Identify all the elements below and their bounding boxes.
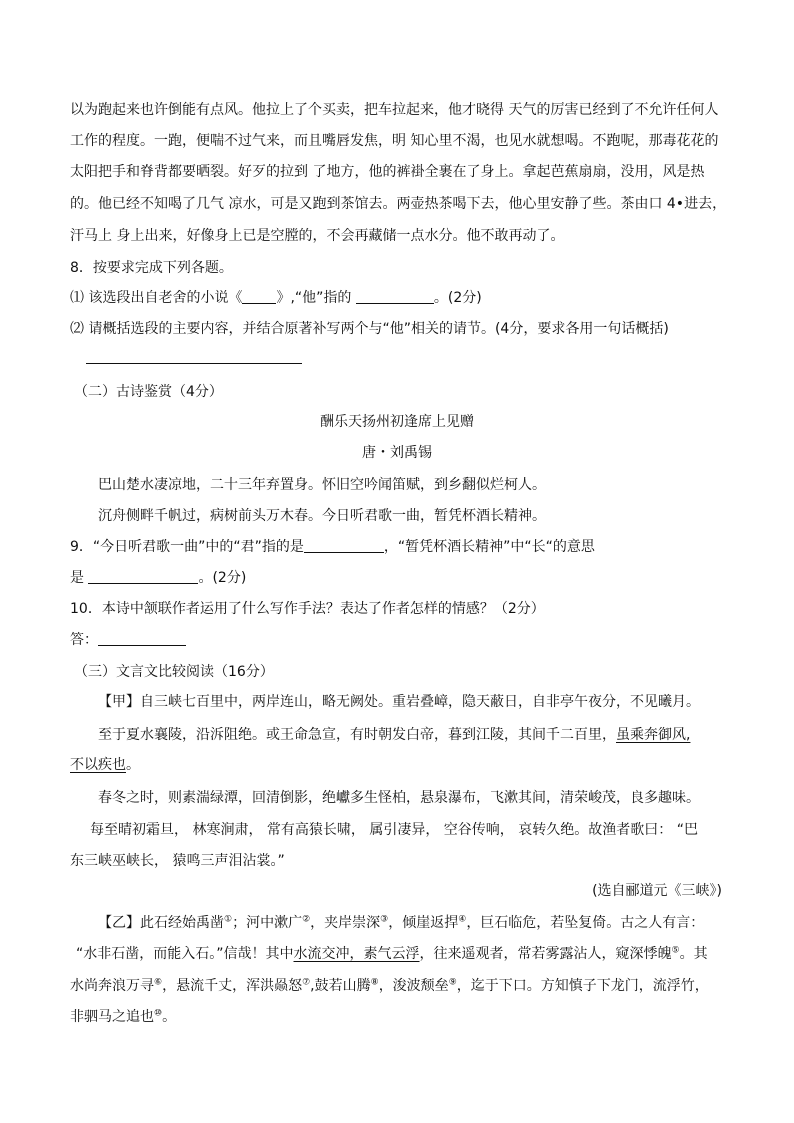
footnote-marker: ④ [458,914,467,925]
footnote-marker: ⑧ [370,977,379,988]
yi-text: “水非石凿，而能入石。”信哉！其中 [76,946,294,962]
yi-underlined: 水流交冲，素气云浮 [293,946,420,962]
passage-line-1: 以为跑起来也许倒能有点风。他拉上了个买卖，把车拉起来，他才晓得 天气的厉害已经到了不允许任何人 [70,102,719,118]
passage-line-5: 汗马上 身上出来，好像身上已是空膛的，不会再藏储一点水分。他不敢再动了。 [70,228,565,244]
q9-text-b: ，“暂凭杯酒长精神”中“长“的意思 [383,539,595,555]
poem-author: 唐・刘禹锡 [362,445,432,461]
yi-text: ，迄于下口。方知慎子下龙门，流浮竹， [456,978,709,994]
q9-text-c: 是 [70,570,89,586]
yi-text: 非驷马之追也 [70,1009,154,1025]
jia-source: (选自郦道元《三峡》) [592,883,722,899]
jun-refers-blank[interactable] [304,537,384,553]
footnote-marker: ③ [380,914,389,925]
yi-text: ，夹岸崇深 [310,915,381,931]
q8-sub1-text-c: 。(2分) [433,290,482,306]
q10-answer-blank[interactable] [98,630,186,646]
footnote-marker: ⑩ [154,1008,163,1019]
yi-text: ，往来遥观者，常若雾露沾人，窥深悸魄 [419,946,672,962]
q8-answer-line[interactable] [86,363,302,364]
yi-text: 【乙】此石经始禹凿 [98,915,224,931]
zhang-meaning-blank[interactable] [88,568,198,584]
he-refers-blank[interactable] [356,288,434,304]
jia-p2-end: 。 [126,757,140,773]
jia-paragraph-1: 【甲】自三峡七百里中，两岸连山，略无阙处。重岩叠嶂，隐天蔽日，自非亭午夜分，不见曦月。 [98,694,700,710]
footnote-marker: ② [302,914,311,925]
poem-line-2: 沉舟侧畔千帆过，病树前头万木春。今日听君歌一曲，暂凭杯酒长精神。 [98,508,546,524]
q8-title: 8．按要求完成下列各题。 [70,260,233,276]
q9-line-1 [70,536,730,558]
jia-paragraph-4-cont: 东三峡巫峡长， 猿鸣三声泪沾裳。” [70,853,285,869]
yi-text: ，巨石临危，若坠复倚。古之人有言： [466,915,705,931]
yi-text: 水尚奔浪万寻 [70,978,154,994]
footnote-marker: ⑨ [448,977,457,988]
jia-p2-underlined: 虽乘奔御风, [616,727,691,743]
q8-sub1-text-b: 》,“他”指的 [276,290,356,306]
q9-line-2 [70,567,730,589]
q8-sub1 [70,287,730,309]
novel-title-blank[interactable] [242,288,276,304]
poem-title: 酬乐天扬州初逢席上见赠 [320,414,474,430]
passage-line-3: 太阳把手和脊背都要晒裂。好歹的拉到 了地方，他的裤褂全裹在了身上。拿起芭蕉扇扇，没用，风是热 [70,164,705,180]
poem-line-1: 巴山楚水凄凉地，二十三年弃置身。怀旧空吟闻笛赋，到乡翻似烂柯人。 [98,477,546,493]
yi-text: ；河中漱广 [232,915,303,931]
classical-section-heading: （三）文言文比较阅读（16分） [74,664,274,680]
q9-text-a: 9．“今日听君歌一曲”中的“君”指的是 [70,539,304,555]
footnote-marker: ① [224,914,233,925]
q10-answer-label: 答： [70,632,98,648]
passage-line-4: 的。他已经不知喝了几气 凉水，可是又跑到茶馆去。两壶热茶喝下去，他心里安静了些。茶由口 4•进去， [70,196,727,212]
yi-text: ，倾崖返捍 [388,915,459,931]
yi-line-3 [70,975,730,997]
jia-paragraph-2 [98,724,730,746]
footnote-marker: ⑤ [671,945,680,956]
jia-paragraph-4: 每至晴初霜旦， 林寒涧肃， 常有高猿长啸， 属引凄异， 空谷传响， 哀转久绝。故渔者歌曰： “巴 [90,822,698,838]
q10-question: 10．本诗中颔联作者运用了什么写作手法？表达了作者怎样的情感？（2分） [70,601,545,617]
yi-text: 。其 [679,946,708,962]
q8-sub1-text-a: ⑴ 该选段出自老舍的小说《 [70,290,243,306]
q8-sub2: ⑵ 请概括选段的主要内容，并结合原著补写两个与“他”相关的请节。(4分，要求各用一句话概括) [70,321,669,337]
yi-text: ，悬流千丈，浑洪赑怒 [162,978,303,994]
q10-answer [70,629,730,651]
footnote-marker: ⑦ [302,977,311,988]
jia-p2-underlined-cont: 不以疾也 [70,757,126,773]
jia-paragraph-2-cont [70,754,730,776]
poem-section-heading: （二）古诗鉴赏（4分） [74,384,223,400]
q9-text-d: 。(2分) [198,570,247,586]
jia-p2-text: 至于夏水襄陵，沿泝阻绝。或王命急宣，有时朝发白帝，暮到江陵，其间千二百里， [98,727,616,743]
yi-text: ，浚波颓垒 [378,978,449,994]
footnote-marker: ⑥ [154,977,163,988]
jia-paragraph-3: 春冬之时，则素湍绿潭，回清倒影，绝巘多生怪柏，悬泉瀑布，飞漱其间，清荣峻茂，良多趣味。 [98,790,700,806]
passage-line-2: 工作的程度。一跑，便喘不过气来，而且嘴唇发焦，明 知心里不渴，也见水就想喝。不跑呢，那毒花花的 [70,133,719,149]
yi-line-4 [70,1006,730,1028]
yi-text: 。 [162,1009,177,1025]
yi-line-2 [76,943,730,965]
yi-text: ,鼓若山腾 [310,978,371,994]
yi-line-1 [98,912,730,934]
